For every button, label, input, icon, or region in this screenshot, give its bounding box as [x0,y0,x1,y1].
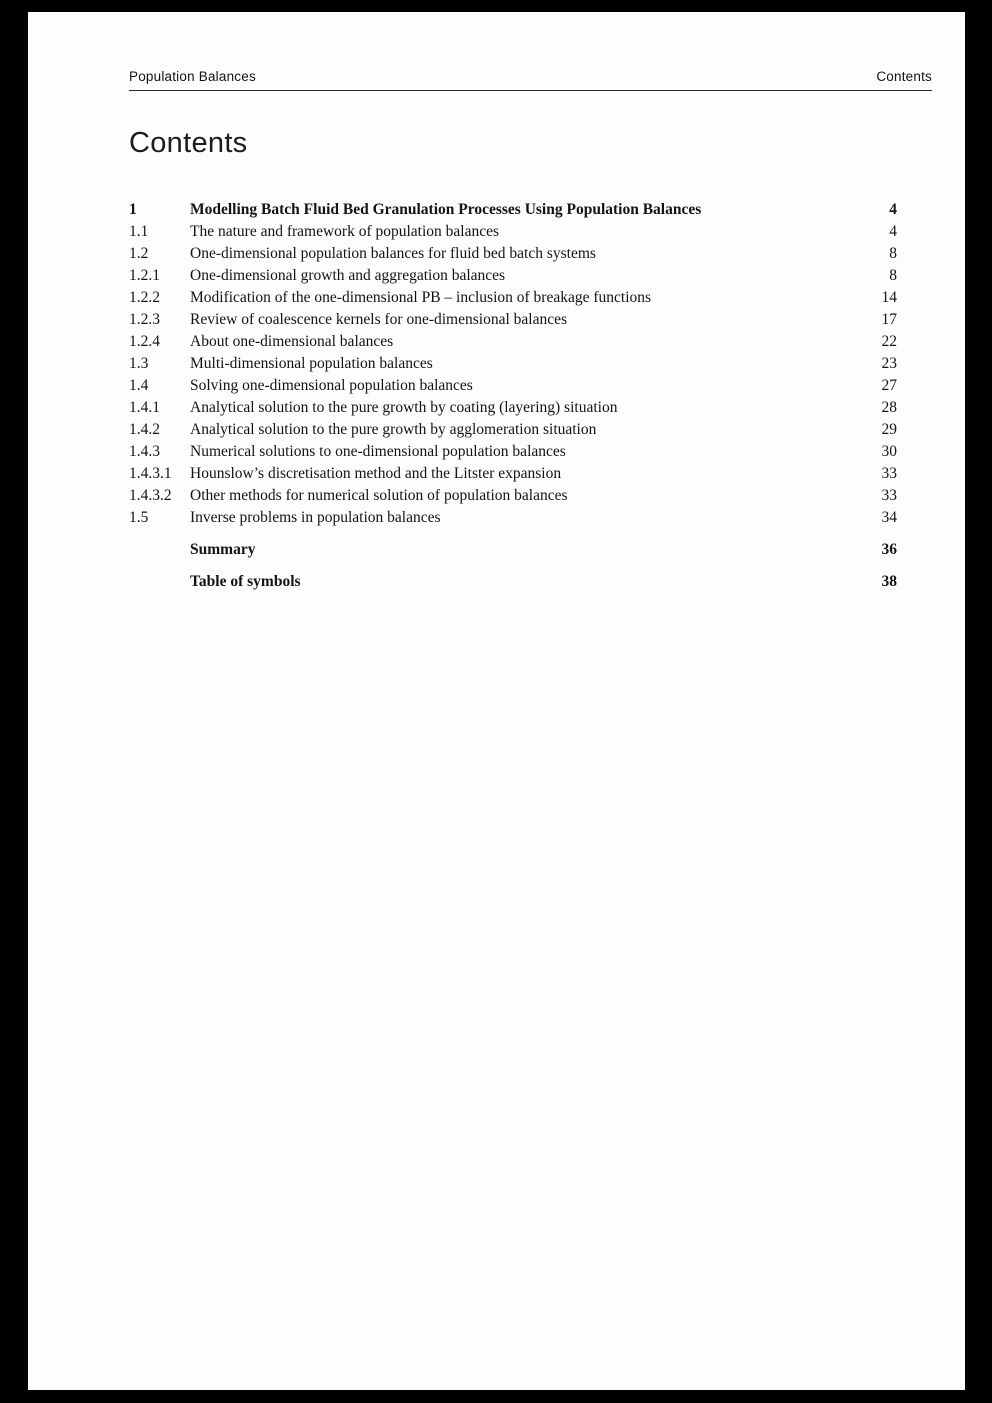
toc-number: 1.4.3 [129,443,160,460]
toc-title: Table of symbols [190,573,301,590]
toc-page: 34 [881,509,897,526]
toc-page: 28 [881,399,897,416]
running-header-right: Contents [876,69,932,84]
toc-page: 33 [881,465,897,482]
toc-number: 1.4.1 [129,399,160,416]
toc-row-summary [129,539,897,561]
toc-page: 4 [889,201,897,218]
toc-number: 1.4.3.1 [129,465,172,482]
document-page [28,12,965,1390]
toc-page: 14 [881,289,897,306]
toc-title: One-dimensional growth and aggregation balances [190,267,506,284]
toc-number: 1.4.3.2 [129,487,172,504]
toc-row [129,397,897,419]
toc-page: 29 [881,421,897,438]
toc-title: Modelling Batch Fluid Bed Granulation Processes Using Population Balances [190,201,702,218]
toc-row [129,243,897,265]
toc-row [129,485,897,507]
toc-title: Modification of the one-dimensional PB – inclusion of breakage functions [190,289,652,306]
toc-title: Review of coalescence kernels for one-dimensional balances [190,311,568,328]
toc-row [129,309,897,331]
toc-number: 1.4 [129,377,149,394]
page-title: Contents [129,127,248,159]
toc-number: 1.5 [129,509,149,526]
toc-row [129,353,897,375]
toc-title: About one-dimensional balances [190,333,394,350]
toc-title: Inverse problems in population balances [190,509,441,526]
running-header [129,69,932,91]
toc-row [129,375,897,397]
toc-number: 1.2 [129,245,149,262]
toc-number: 1 [129,201,137,218]
toc-title: The nature and framework of population balances [190,223,500,240]
toc-row [129,199,897,221]
toc-title: Numerical solutions to one-dimensional population balances [190,443,566,460]
toc-page: 27 [881,377,897,394]
toc-number: 1.4.2 [129,421,160,438]
toc-row [129,331,897,353]
toc-row [129,441,897,463]
toc-row [129,419,897,441]
toc-title: One-dimensional population balances for fluid bed batch systems [190,245,596,262]
toc-number: 1.2.2 [129,289,160,306]
toc-page: 17 [881,311,897,328]
toc-number: 1.3 [129,355,149,372]
toc-number: 1.2.4 [129,333,160,350]
toc-title: Hounslow’s discretisation method and the Litster expansion [190,465,562,482]
toc-row [129,265,897,287]
toc-row [129,463,897,485]
toc-number: 1.2.1 [129,267,160,284]
toc-page: 22 [881,333,897,350]
toc-page: 36 [881,541,897,558]
toc-page: 30 [881,443,897,460]
running-header-left: Population Balances [129,69,256,84]
table-of-contents [129,199,932,593]
toc-page: 4 [889,223,897,240]
toc-row [129,287,897,309]
toc-row [129,221,897,243]
toc-page: 23 [881,355,897,372]
toc-title: Analytical solution to the pure growth by coating (layering) situation [190,399,618,416]
toc-page: 33 [881,487,897,504]
toc-title: Analytical solution to the pure growth by agglomeration situation [190,421,597,438]
toc-number: 1.1 [129,223,149,240]
toc-row [129,507,897,529]
toc-title: Solving one-dimensional population balances [190,377,473,394]
toc-page: 8 [889,267,897,284]
toc-row-table-of-symbols [129,571,897,593]
toc-title: Other methods for numerical solution of population balances [190,487,568,504]
toc-number: 1.2.3 [129,311,160,328]
toc-title: Summary [190,541,256,558]
toc-title: Multi-dimensional population balances [190,355,433,372]
toc-page: 38 [881,573,897,590]
toc-page: 8 [889,245,897,262]
